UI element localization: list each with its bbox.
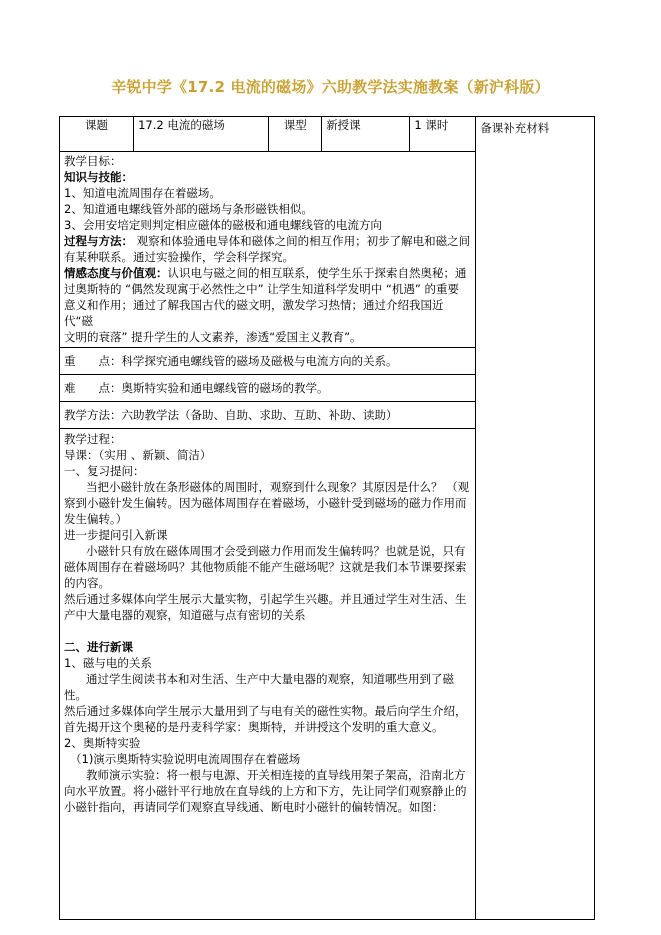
process-heading: 过程与方法： [64,234,133,248]
header-row [60,117,595,152]
knowledge-item-3: 3、会用安培定则判定相应磁体的磁极和通电螺线管的电流方向 [64,218,382,232]
process-section-heading: 教学过程： [64,432,122,446]
knowledge-item-1: 1、知道电流周围存在着磁场。 [64,186,221,200]
emotion-text-3: 意义和作用；通过了解我国古代的磁文明，激发学习热情；通过介绍我国近代“磁 [64,298,444,328]
section-2-subheading: （1)演示奥斯特实验说明电流周围存在着磁场 [70,752,301,766]
further-question: 进一步提问引入新课 [64,528,168,542]
difficult-point-label: 难 点： [64,381,122,395]
section-1-line-3: 首先揭开这个奥秘的是丹麦科学家：奥斯特，并讲授这个发明的重大意义。 [64,720,444,734]
section-1-heading: 1、磁与电的关系 [64,656,152,670]
show-line-1: 然后通过多媒体向学生展示大量实物，引起学生兴趣。并且通过学生对生活、生 [64,592,467,606]
intro-line: 导课：（实用 、新颖、简洁） [64,448,212,462]
difficult-point-cell [60,375,476,402]
show-line-2: 产中大量电器的观察，知道磁与点有密切的关系 [64,608,306,622]
key-point-text: 科学探究通电螺线管的磁场及磁极与电流方向的关系。 [121,354,398,368]
emotion-text-2: 过奥斯特的 “偶然发现寓于必然性之中” 让学生知道科学发明中 “机遇” 的重要 [64,282,459,296]
emotion-text-4: 文明的衰落” 提升学生的人文素养，渗透“爱国主义教育”。 [64,330,362,344]
method-text: 教学方法：六助教学法（备助、自助、求助、互助、补助、读助） [64,408,398,422]
section-2-line-1: 教师演示实验：将一根与电源、开关相连接的直导线用架子架高，沿南北方 [86,768,466,782]
course-value: 17.2 电流的磁场 [134,117,269,152]
supplement-label: 备课补充材料 [480,121,550,135]
goals-cell [60,152,476,348]
key-point-cell [60,348,476,375]
hours-value: 1 课时 [410,117,476,152]
question-line-3: 的内容。 [64,576,110,590]
section-2-heading: 2、奥斯特实验 [64,736,141,750]
emotion-heading: 情感态度与价值观： [64,266,168,280]
process-text-1: 观察和体验通电导体和磁体之间的相互作用；初步了解电和磁之间 [133,234,471,248]
method-cell [60,402,476,429]
review-heading: 一、复习提问： [64,464,145,478]
review-line-2: 察到小磁针发生偏转。因为磁体周围存在着磁场，小磁针受到磁场的磁力作用而 [64,496,467,510]
section-2-line-2: 向水平放置。将小磁针平行地放在直导线的上方和下方，先让同学们观察静止的 [64,784,467,798]
section-2-line-3: 小磁针指向，再请同学们观察直导线通、断电时小磁针的偏转情况。如图： [64,800,444,814]
knowledge-item-2: 2、知道通电螺线管外部的磁场与条形磁铁相似。 [64,202,313,216]
section-1-line-1: 通过学生阅读书本和对生活、生产中大量电器的观察，知道哪些用到了磁性。 [64,672,454,702]
supplement-column [476,117,595,920]
goals-heading: 教学目标： [64,154,122,168]
lesson-plan-table [59,116,595,920]
type-label: 课型 [269,117,322,152]
difficult-point-text: 奥斯特实验和通电螺线管的磁场的教学。 [121,381,329,395]
key-point-label: 重 点： [64,354,122,368]
review-line-3: 发生偏转。） [64,512,128,526]
document-title: 辛锐中学《17.2 电流的磁场》六助教学法实施教案（新沪科版） [111,78,550,96]
process-text-2: 有某种联系。通过实验操作，学会科学探究。 [64,250,294,264]
course-label: 课题 [60,117,134,152]
new-lesson-heading: 二、进行新课 [64,640,133,654]
question-line-2: 磁体周围存在着磁场吗？其他物质能不能产生磁场呢？这就是我们本节课要探索 [64,560,467,574]
type-value: 新授课 [322,117,410,152]
section-1-line-2: 然后通过多媒体向学生展示大量用到了与电有关的磁性实物。最后向学生介绍， [64,704,467,718]
knowledge-heading: 知识与技能： [64,170,133,184]
question-line-1: 小磁针只有放在磁体周围才会受到磁力作用而发生偏转吗？也就是说，只有 [86,544,466,558]
process-cell [60,429,476,920]
emotion-text-1: 认识电与磁之间的相互联系，使学生乐于探索自然奥秘；通 [167,266,467,280]
review-line-1: 当把小磁针放在条形磁体的周围时，观察到什么现象？其原因是什么？ （观 [86,480,470,494]
